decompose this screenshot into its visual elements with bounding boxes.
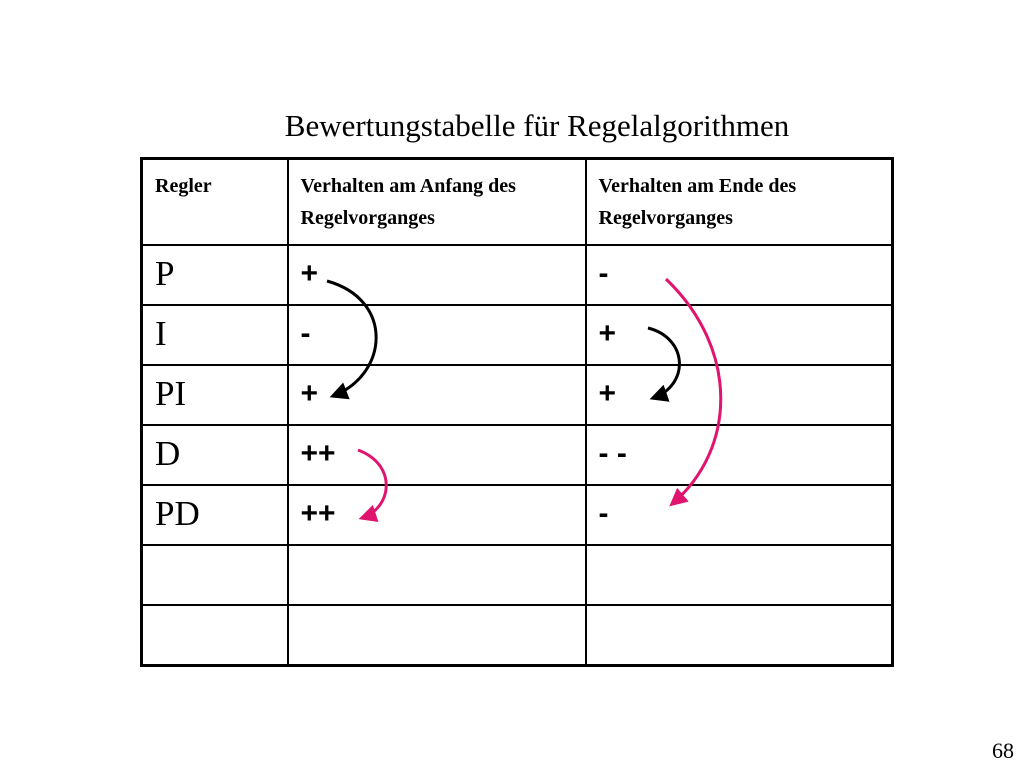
cell-regler <box>142 605 288 666</box>
slide-title: Bewertungstabelle für Regelalgorithmen <box>284 108 790 143</box>
table-row <box>142 305 893 365</box>
header-regler: Regler <box>142 159 288 245</box>
cell-regler: P <box>142 245 288 305</box>
cell-regler: I <box>142 305 288 365</box>
cell-anfang: - <box>288 305 586 365</box>
cell-ende: - <box>586 485 893 545</box>
cell-anfang: + <box>288 365 586 425</box>
evaluation-table <box>140 157 894 667</box>
table-row <box>142 245 893 305</box>
cell-ende: - <box>586 245 893 305</box>
cell-ende <box>586 605 893 666</box>
cell-ende: - - <box>586 425 893 485</box>
table-row <box>142 485 893 545</box>
table-row-empty <box>142 545 893 605</box>
table-row <box>142 365 893 425</box>
cell-ende <box>586 545 893 605</box>
cell-anfang: ++ <box>288 485 586 545</box>
cell-regler: PI <box>142 365 288 425</box>
page-number: 68 <box>992 738 1014 763</box>
table-header-row <box>142 159 893 245</box>
cell-anfang: ++ <box>288 425 586 485</box>
cell-anfang: + <box>288 245 586 305</box>
cell-regler: D <box>142 425 288 485</box>
cell-ende: + <box>586 365 893 425</box>
cell-regler <box>142 545 288 605</box>
table-row <box>142 425 893 485</box>
table-row-empty <box>142 605 893 666</box>
cell-regler: PD <box>142 485 288 545</box>
cell-anfang <box>288 545 586 605</box>
cell-ende: + <box>586 305 893 365</box>
header-verhalten-anfang: Verhalten am Anfang des Regelvorganges <box>288 159 586 245</box>
cell-anfang <box>288 605 586 666</box>
header-verhalten-ende: Verhalten am Ende des Regelvorganges <box>586 159 893 245</box>
